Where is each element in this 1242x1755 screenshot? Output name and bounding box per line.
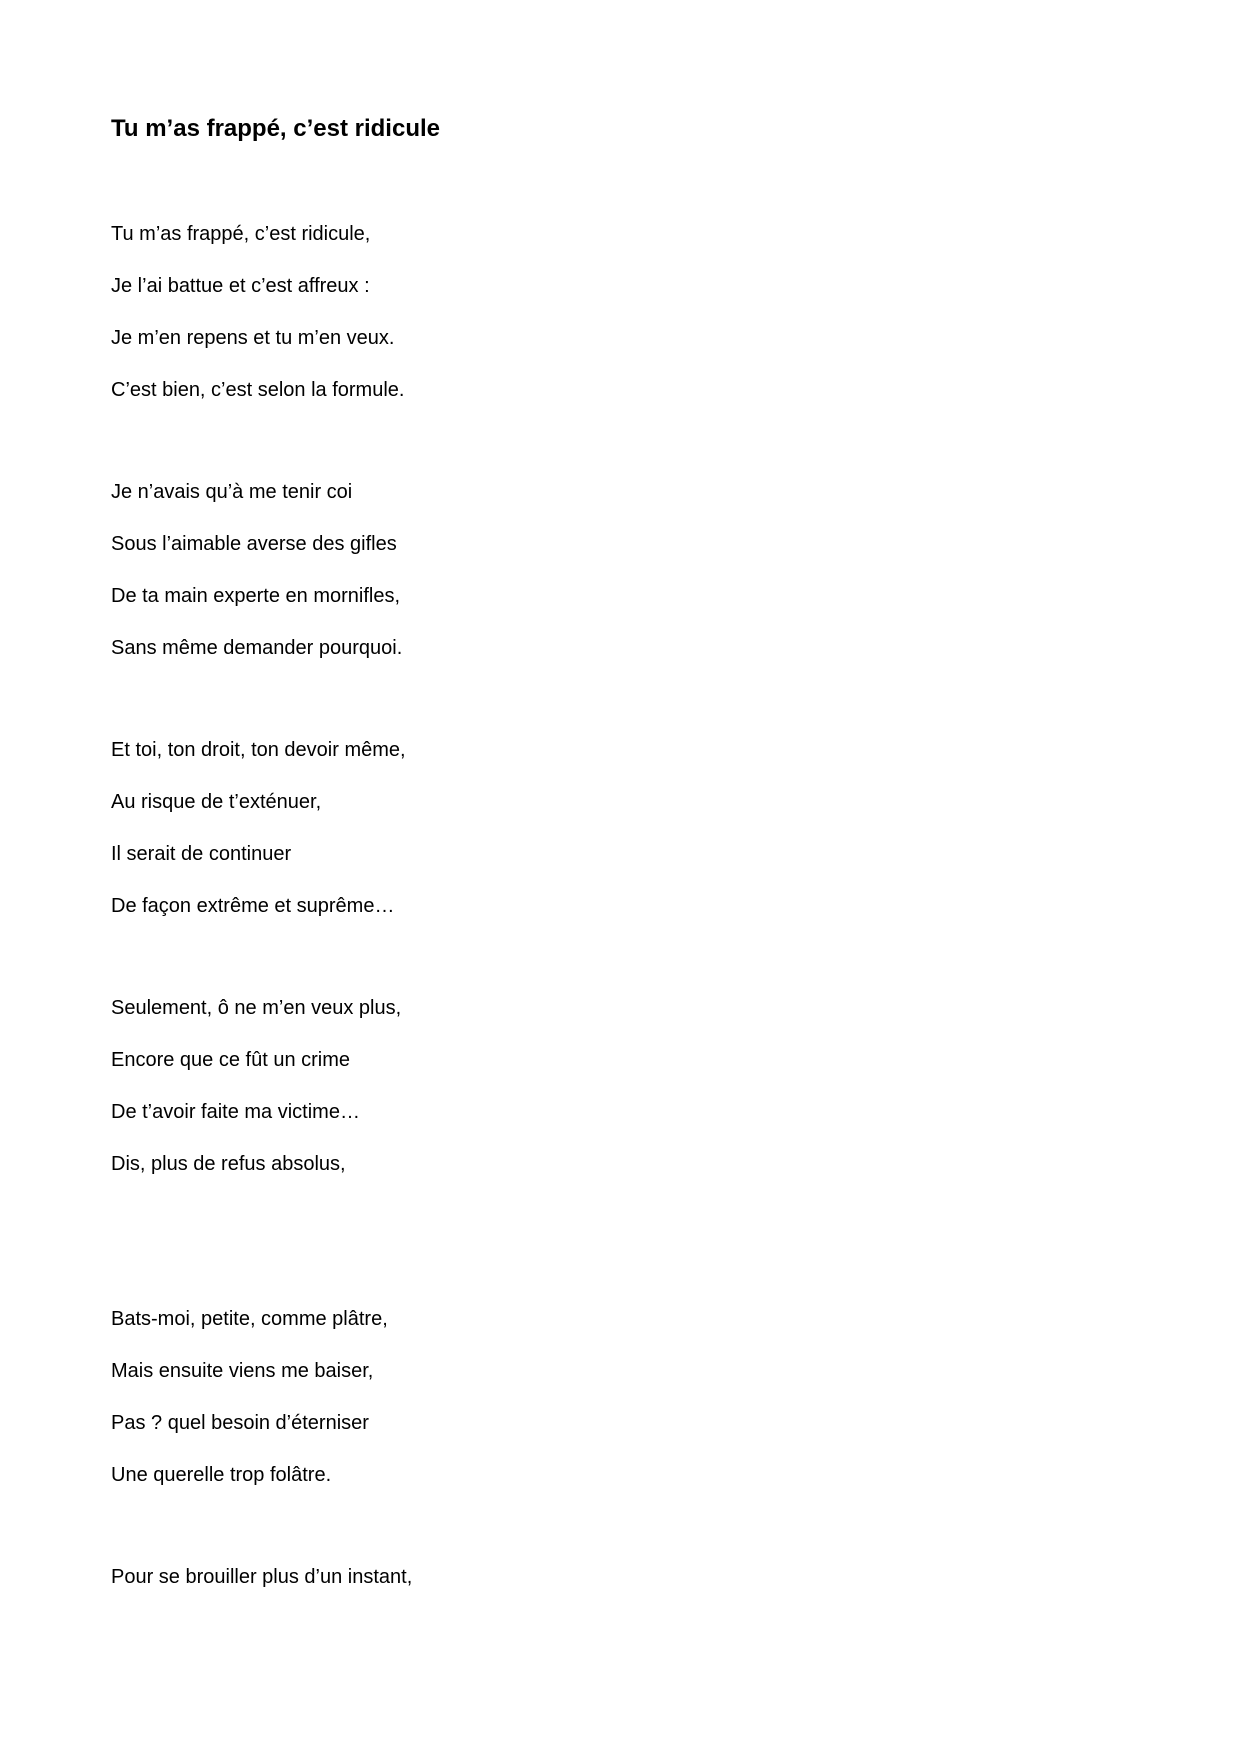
- poem-line: Bats-moi, petite, comme plâtre,: [111, 1308, 388, 1330]
- poem-line: Seulement, ô ne m’en veux plus,: [111, 997, 402, 1019]
- poem-line: Je m’en repens et tu m’en veux.: [111, 327, 395, 349]
- poem-line: Dis, plus de refus absolus,: [111, 1153, 346, 1175]
- poem-line: De ta main experte en mornifles,: [111, 585, 401, 607]
- poem-line: Sous l’aimable averse des gifles: [111, 533, 397, 555]
- poem-line: Il serait de continuer: [111, 843, 292, 865]
- poem-line: Tu m’as frappé, c’est ridicule,: [111, 223, 371, 245]
- poem-line: Pour se brouiller plus d’un instant,: [111, 1566, 413, 1588]
- poem-line: Mais ensuite viens me baiser,: [111, 1360, 374, 1382]
- poem-line: Encore que ce fût un crime: [111, 1049, 351, 1071]
- poem-line: Je l’ai battue et c’est affreux :: [111, 275, 370, 297]
- poem-line: C’est bien, c’est selon la formule.: [111, 379, 405, 401]
- poem-line: Pas ? quel besoin d’éterniser: [111, 1412, 369, 1434]
- poem-line: De t’avoir faite ma victime…: [111, 1101, 360, 1123]
- poem-line: Je n’avais qu’à me tenir coi: [111, 481, 353, 503]
- poem-line: Sans même demander pourquoi.: [111, 637, 403, 659]
- poem-line: Et toi, ton droit, ton devoir même,: [111, 739, 406, 761]
- poem-line: Une querelle trop folâtre.: [111, 1464, 332, 1486]
- poem-line: De façon extrême et suprême…: [111, 895, 395, 917]
- poem-line: Au risque de t’exténuer,: [111, 791, 322, 813]
- poem-title: Tu m’as frappé, c’est ridicule: [111, 115, 440, 142]
